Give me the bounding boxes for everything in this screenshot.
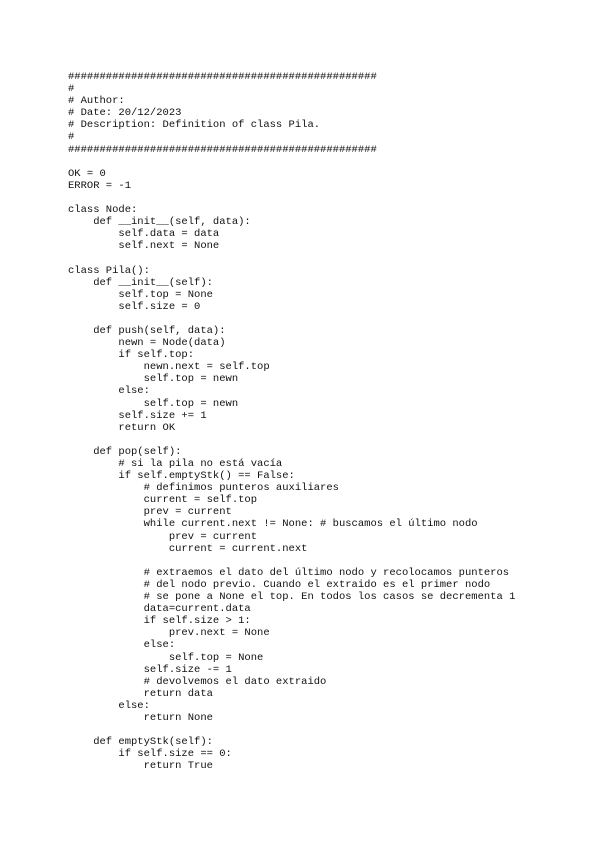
code-line: class Node: [68,204,138,217]
code-line: class Pila(): [68,264,150,277]
code-line [68,434,588,446]
code-line: self.size -= 1 [68,663,232,676]
code-line: def __init__(self): [68,276,213,289]
code-line: # devolvemos el dato extraido [68,675,327,688]
code-line: else: [68,639,176,652]
code-line: # si la pila no está vacía [68,458,283,470]
code-line: return data [68,687,213,700]
code-line: self.top = newn [68,397,239,410]
code-line: return None [68,711,213,724]
code-line: ERROR = -1 [68,179,132,192]
code-line [68,156,588,168]
code-line: def emptyStk(self): [68,736,213,749]
code-line: def __init__(self, data): [68,216,251,229]
code-listing [68,71,588,772]
code-line: def pop(self): [68,445,182,458]
code-line: # Author: [68,95,125,108]
code-line: ################################################# [68,71,377,83]
code-line: data=current.data [68,603,251,616]
code-line: # [68,83,75,96]
code-line: # [68,131,75,144]
code-line: self.top = None [68,651,264,664]
code-line: # extraemos el dato del último nodo y recolocamos punteros [68,566,510,579]
code-line: self.next = None [68,240,220,253]
code-line: ################################################# [68,143,377,156]
code-line: self.size += 1 [68,409,207,422]
code-line: return OK [68,421,176,434]
code-line: OK = 0 [68,167,106,180]
code-line: self.size = 0 [68,300,201,313]
code-line: prev.next = None [68,627,270,640]
code-line: if self.emptyStk() == False: [68,470,295,483]
code-line: while current.next != None: # buscamos el último nodo [68,518,478,531]
code-line: self.data = data [68,228,220,241]
code-line: current = self.top [68,494,258,507]
code-line: prev = current [68,506,232,519]
code-line: newn.next = self.top [68,361,270,374]
code-line: else: [68,699,150,712]
code-line [68,252,588,264]
code-line: # se pone a None el top. En todos los casos se decrementa 1 [68,591,516,604]
code-line [68,192,588,204]
code-line: if self.size > 1: [68,615,251,628]
code-line: # definimos punteros auxiliares [68,482,339,495]
code-line: if self.size == 0: [68,748,232,761]
code-line: # Date: 20/12/2023 [68,107,182,120]
code-line: if self.top: [68,349,195,362]
code-line [68,555,588,567]
code-line: self.top = newn [68,373,239,386]
code-line: # del nodo previo. Cuando el extraido es el primer nodo [68,578,491,591]
code-line [68,313,588,325]
code-line: current = current.next [68,542,308,555]
code-line: def push(self, data): [68,324,226,337]
code-line: newn = Node(data) [68,337,226,350]
code-line: else: [68,385,150,398]
code-line: # Description: Definition of class Pila. [68,119,321,132]
code-line: self.top = None [68,288,213,301]
code-line: return True [68,760,213,773]
code-line [68,724,588,736]
code-line: prev = current [68,530,258,543]
